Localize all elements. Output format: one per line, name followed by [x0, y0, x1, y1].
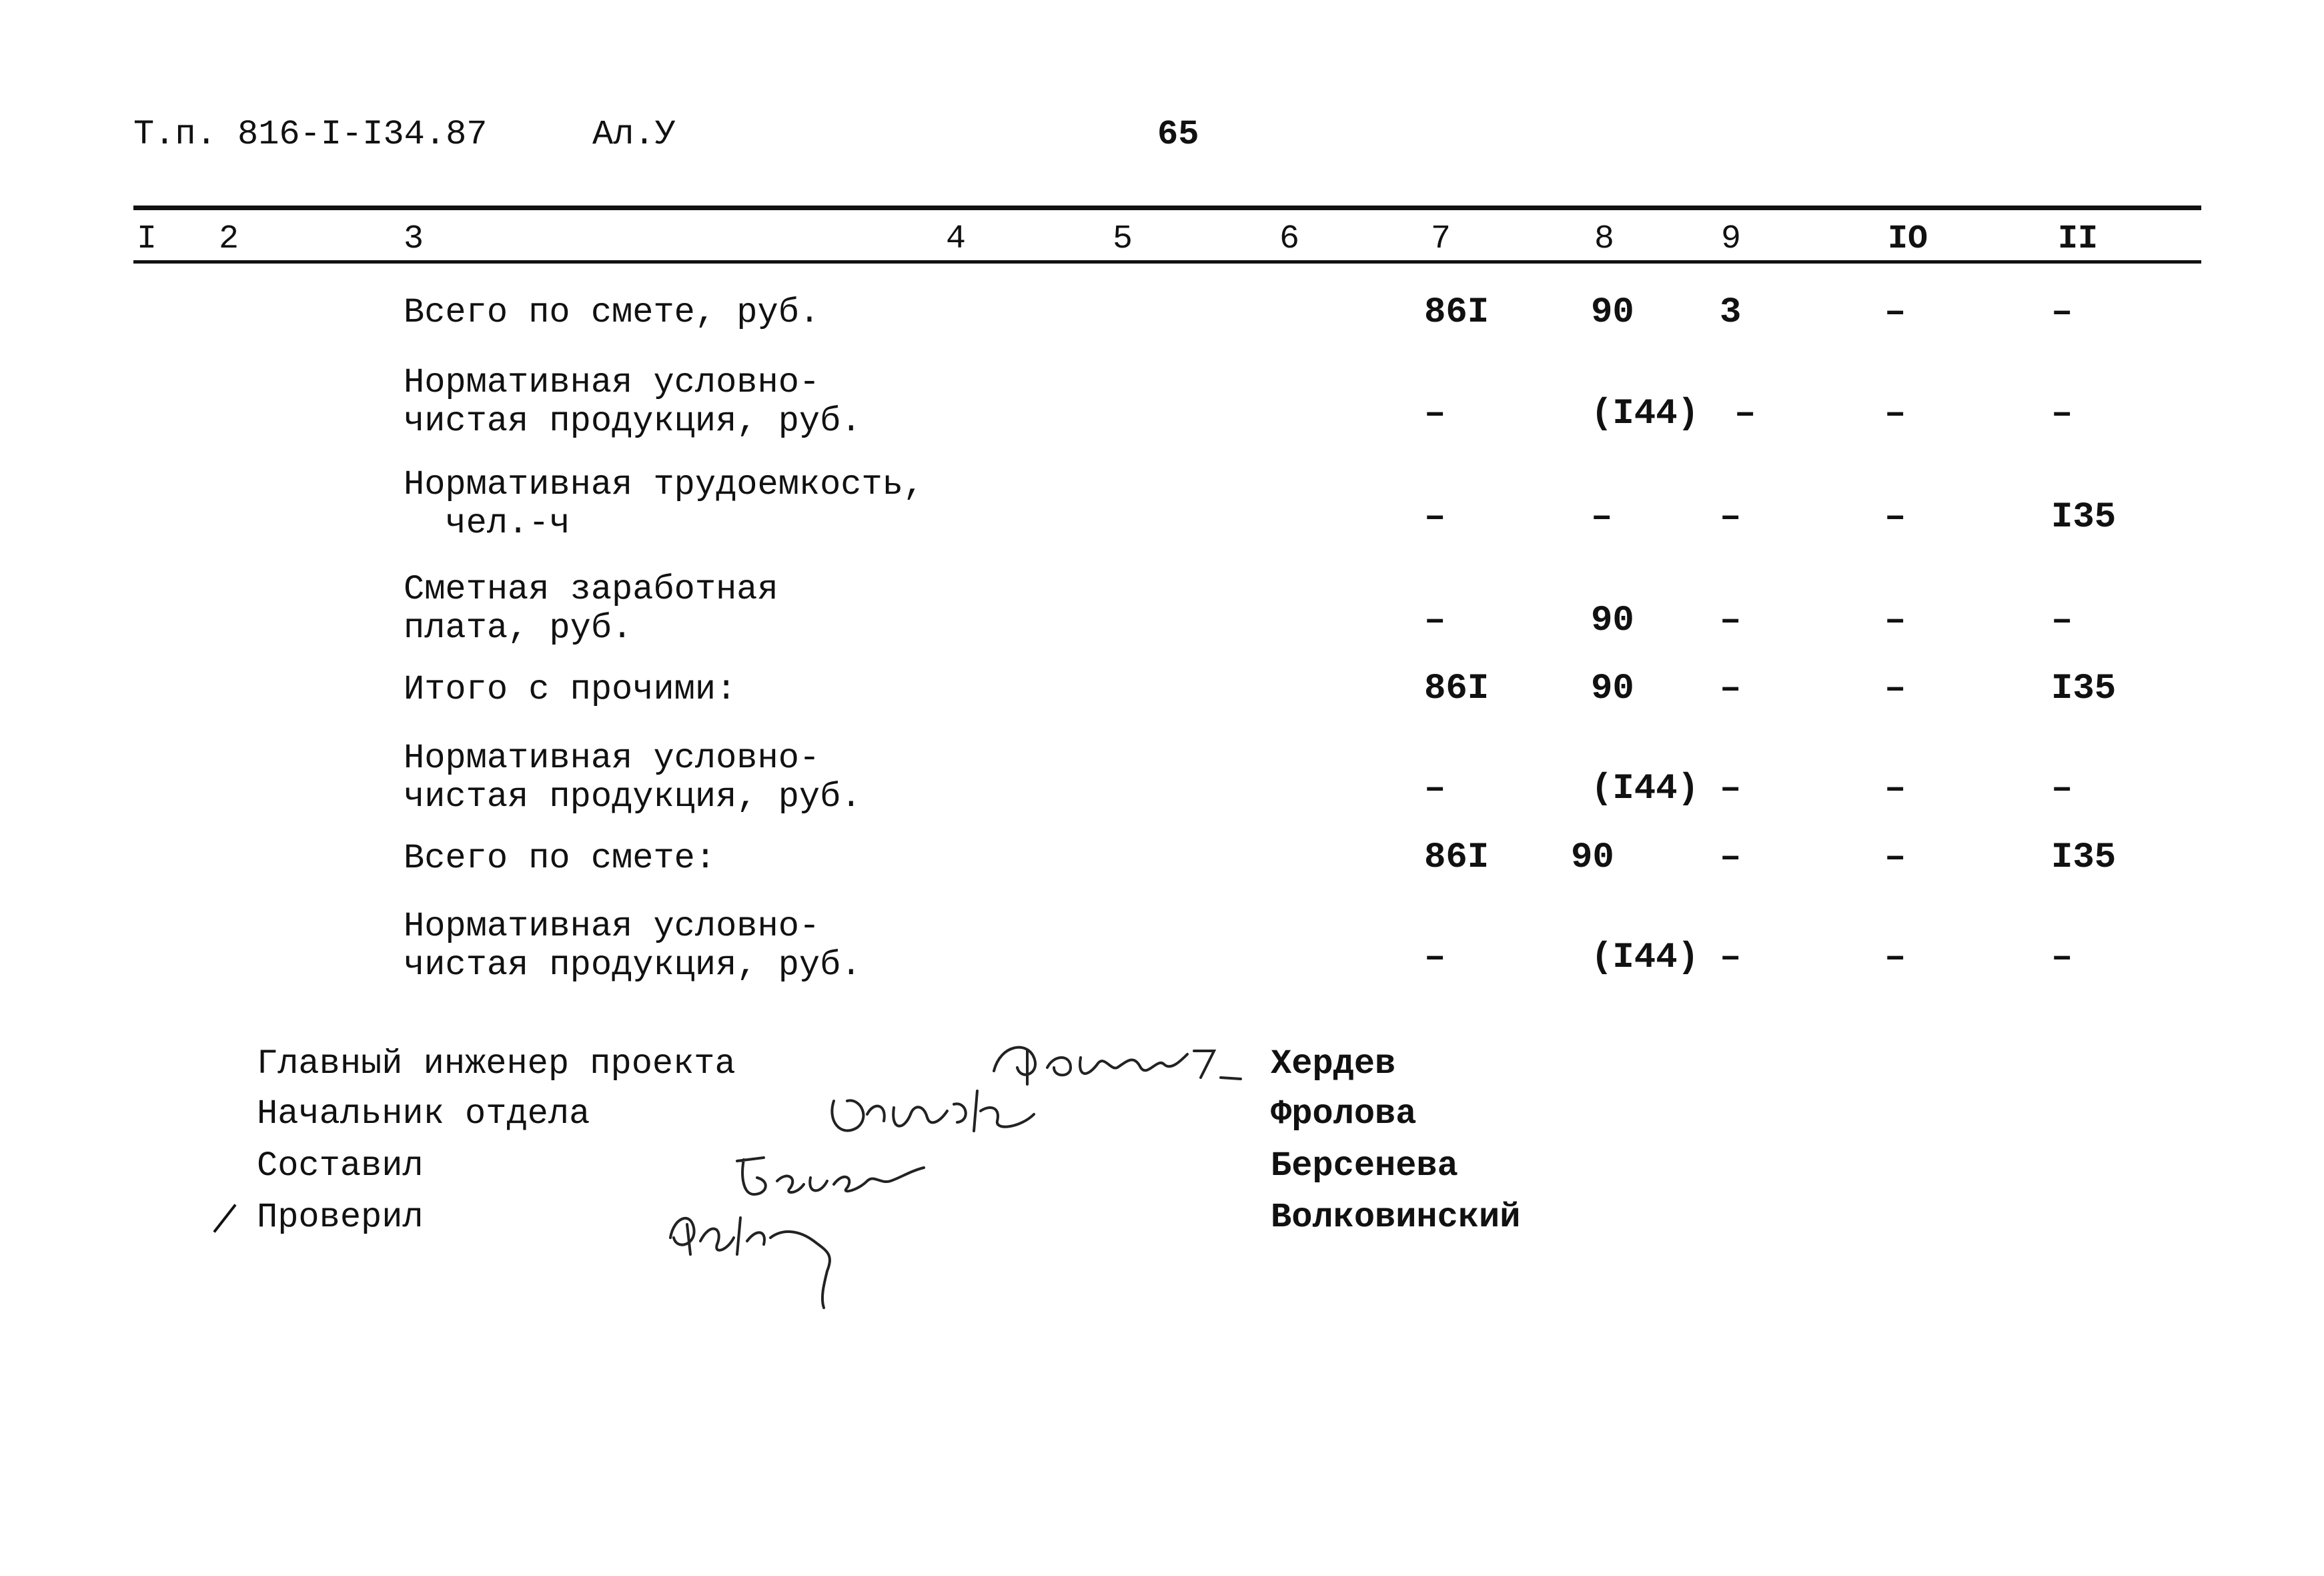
signature-name-chief-engineer: Хердев	[1271, 1044, 1396, 1084]
cell-col8: 90	[1571, 837, 1614, 878]
cell-col10: –	[1884, 769, 1906, 809]
page-number: 65	[1157, 115, 1199, 154]
cell-col10: –	[1884, 394, 1906, 434]
column-number-5: 5	[1113, 220, 1133, 258]
signature-role-chief-engineer: Главный инженер проекта	[257, 1044, 736, 1084]
signature-role-compiled-by: Составил	[257, 1146, 424, 1186]
check-mark-stroke	[213, 1204, 236, 1232]
cell-col7: 86I	[1424, 292, 1490, 333]
column-number-9: 9	[1721, 220, 1742, 258]
cell-col9: –	[1734, 394, 1756, 434]
signature-name-checked-by: Волковинский	[1271, 1198, 1521, 1237]
cell-col11: I35	[2051, 669, 2117, 709]
signature-name-compiled-by: Берсенева	[1271, 1146, 1458, 1186]
row-label: Сметная заработная плата, руб.	[404, 570, 778, 648]
cell-col11: –	[2051, 601, 2073, 641]
table-top-rule	[133, 206, 2201, 210]
column-number-3: 3	[404, 220, 424, 258]
cell-col8: 90	[1591, 292, 1634, 333]
cell-col9: –	[1720, 769, 1742, 809]
column-number-11: II	[2058, 220, 2099, 258]
cell-col10: –	[1884, 669, 1906, 709]
cell-col11: –	[2051, 292, 2073, 333]
cell-col8: –	[1591, 497, 1613, 538]
cell-col8: (I44)	[1591, 937, 1700, 978]
cell-col7: –	[1424, 497, 1446, 538]
cell-col8: 90	[1591, 601, 1634, 641]
cell-col11: –	[2051, 769, 2073, 809]
row-label: Нормативная условно- чистая продукция, руб.	[404, 907, 862, 985]
column-number-10: IO	[1888, 220, 1928, 258]
cell-col7: –	[1424, 394, 1446, 434]
cell-col8: (I44)	[1591, 394, 1700, 434]
row-label: Нормативная трудоемкость, чел.-ч	[404, 465, 925, 543]
cell-col9: –	[1720, 601, 1742, 641]
row-label: Нормативная условно- чистая продукция, руб.	[404, 363, 862, 441]
signature-name-department-head: Фролова	[1271, 1094, 1417, 1134]
cell-col10: –	[1884, 292, 1906, 333]
signature-role-checked-by: Проверил	[257, 1198, 424, 1237]
cell-col11: –	[2051, 937, 2073, 978]
column-number-1: I	[137, 220, 157, 258]
handwritten-signature-department-head	[820, 1074, 1074, 1148]
cell-col7: –	[1424, 937, 1446, 978]
cell-col11: –	[2051, 394, 2073, 434]
album-label: Ал.У	[592, 115, 676, 154]
cell-col11: I35	[2051, 837, 2117, 878]
column-number-7: 7	[1431, 220, 1451, 258]
cell-col9: –	[1720, 937, 1742, 978]
cell-col10: –	[1884, 937, 1906, 978]
column-number-4: 4	[946, 220, 967, 258]
signature-role-department-head: Начальник отдела	[257, 1094, 590, 1134]
handwritten-signature-checked-by	[660, 1191, 887, 1311]
cell-col10: –	[1884, 497, 1906, 538]
cell-col7: 86I	[1424, 669, 1490, 709]
row-label: Всего по смете, руб.	[404, 293, 820, 332]
row-label: Итого с прочими:	[404, 670, 737, 709]
cell-col9: –	[1720, 497, 1742, 538]
cell-col8: 90	[1591, 669, 1634, 709]
cell-col9: 3	[1720, 292, 1742, 333]
cell-col10: –	[1884, 601, 1906, 641]
column-number-6: 6	[1279, 220, 1300, 258]
cell-col7: –	[1424, 769, 1446, 809]
table-header-rule	[133, 260, 2201, 264]
column-number-2: 2	[219, 220, 239, 258]
row-label: Всего по смете:	[404, 839, 716, 878]
document-code: Т.п. 816-I-I34.87	[133, 115, 488, 154]
cell-col7: 86I	[1424, 837, 1490, 878]
cell-col7: –	[1424, 601, 1446, 641]
cell-col9: –	[1720, 669, 1742, 709]
cell-col9: –	[1720, 837, 1742, 878]
cell-col10: –	[1884, 837, 1906, 878]
cell-col11: I35	[2051, 497, 2117, 538]
row-label: Нормативная условно- чистая продукция, руб.	[404, 739, 862, 817]
column-number-8: 8	[1594, 220, 1615, 258]
cell-col8: (I44)	[1591, 769, 1700, 809]
